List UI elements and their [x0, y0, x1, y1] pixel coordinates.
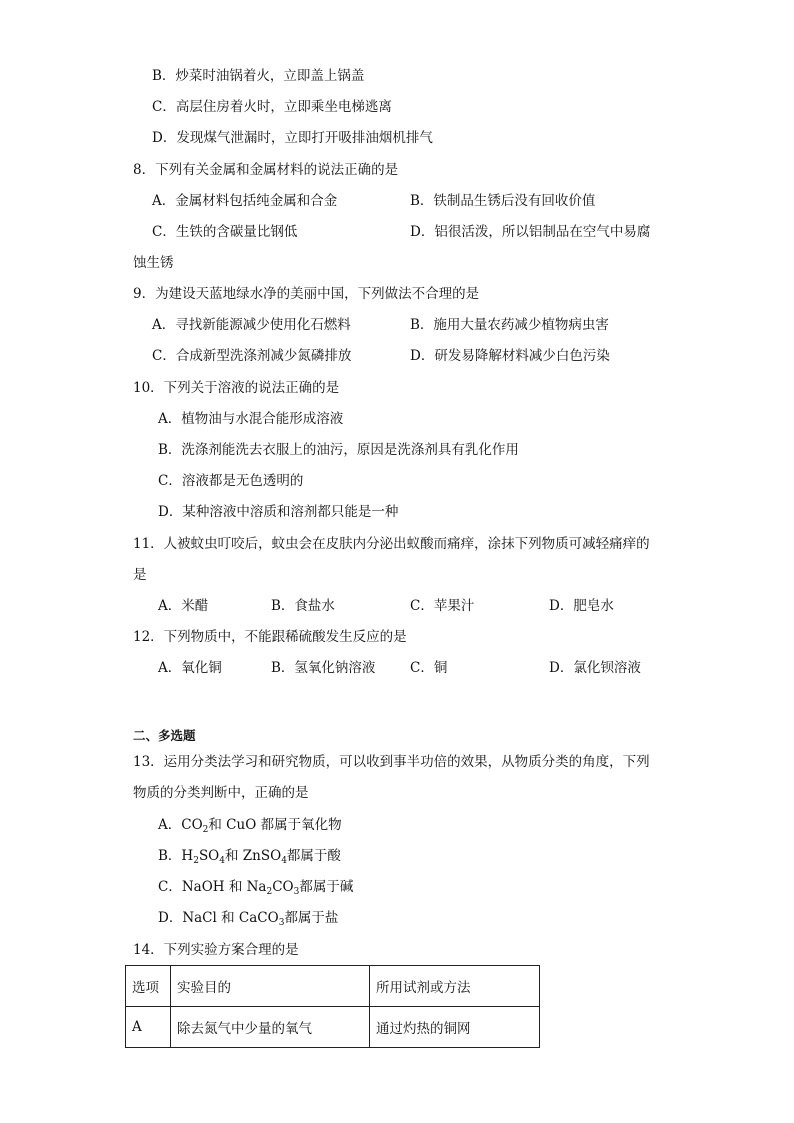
q10-option-c: C．溶液都是无色透明的	[158, 473, 304, 489]
subscript: 2	[202, 825, 209, 835]
q8-option-c: C．生铁的含碳量比钢低	[152, 224, 298, 240]
q13-option-d	[158, 909, 338, 927]
formula-text: SO	[198, 848, 220, 864]
formula-text: 和 CuO 都属于氧化物	[208, 817, 342, 833]
table-cell: 除去氮气中少量的氧气	[171, 1007, 370, 1048]
subscript: 4	[219, 856, 225, 866]
q13-stem: 13．运用分类法学习和研究物质，可以收到事半功倍的效果，从物质分类的角度，下列	[133, 754, 650, 770]
subscript: 2	[193, 856, 199, 866]
formula-text: 都属于酸	[286, 848, 341, 864]
table-row	[126, 1007, 540, 1048]
subscript: 2	[266, 887, 273, 897]
q13-option-a	[158, 816, 342, 834]
experiment-table	[125, 965, 540, 1048]
q11-option-d: D．肥皂水	[549, 598, 614, 614]
q9-stem: 9．为建设天蓝地绿水净的美丽中国，下列做法不合理的是	[133, 286, 480, 302]
q12-option-d: D．氯化钡溶液	[549, 660, 641, 676]
q12-stem: 12．下列物质中，不能跟稀硫酸发生反应的是	[133, 629, 407, 645]
q11-stem: 11．人被蚊虫叮咬后，蚊虫会在皮肤内分泌出蚁酸而痛痒，涂抹下列物质可减轻痛痒的	[133, 536, 650, 552]
q11-option-b: B．食盐水	[271, 598, 335, 614]
q10-option-b: B．洗涤剂能洗去衣服上的油污，原因是洗涤剂具有乳化作用	[158, 442, 519, 458]
q9-option-c: C．合成新型洗涤剂减少氮磷排放	[152, 348, 352, 364]
q8-option-a: A．金属材料包括纯金属和合金	[152, 193, 338, 209]
formula-text: 都属于碱	[299, 879, 354, 895]
q7-option-d: D．发现煤气泄漏时，立即打开吸排油烟机排气	[152, 130, 433, 146]
q11-option-a: A．米醋	[158, 598, 209, 614]
q9-option-b: B．施用大量农药减少植物病虫害	[410, 317, 609, 333]
formula-text: A．CO	[158, 817, 203, 833]
q10-stem: 10．下列关于溶液的说法正确的是	[133, 380, 340, 396]
q12-option-a: A．氧化铜	[158, 660, 222, 676]
q12-option-c: C．铜	[410, 660, 448, 676]
q8-option-d: D．铝很活泼，所以铝制品在空气中易腐	[410, 224, 651, 240]
q11-stem-continued: 是	[133, 567, 147, 583]
q13-stem-continued: 物质的分类判断中，正确的是	[133, 785, 309, 801]
table-header-cell: 实验目的	[171, 966, 370, 1007]
q8-option-b: B．铁制品生锈后没有回收价值	[410, 193, 596, 209]
table-cell: A	[126, 1007, 171, 1048]
subscript: 3	[278, 918, 285, 928]
table-header-cell: 所用试剂或方法	[370, 966, 540, 1007]
table-cell: 通过灼热的铜网	[370, 1007, 540, 1048]
q11-option-c: C．苹果汁	[410, 598, 475, 614]
q8-option-d-continued: 蚀生锈	[133, 255, 174, 271]
q9-option-d: D．研发易降解材料减少白色污染	[410, 348, 610, 364]
table-header-cell: 选项	[126, 966, 171, 1007]
q8-stem: 8．下列有关金属和金属材料的说法正确的是	[133, 162, 399, 178]
subscript: 3	[293, 887, 300, 897]
formula-text: B．H	[158, 848, 194, 864]
section-title: 二、多选题	[133, 728, 196, 743]
q12-option-b: B．氢氧化钠溶液	[271, 660, 376, 676]
q9-option-a: A．寻找新能源减少使用化石燃料	[152, 317, 351, 333]
q10-option-a: A．植物油与水混合能形成溶液	[158, 411, 344, 427]
formula-text: D．NaCl 和 CaCO	[158, 910, 279, 926]
formula-text: C．NaOH 和 Na	[158, 879, 267, 895]
table-header-row	[126, 966, 540, 1007]
q10-option-d: D．某种溶液中溶质和溶剂都只能是一种	[158, 504, 399, 520]
formula-text: 都属于盐	[284, 910, 339, 926]
q14-stem: 14．下列实验方案合理的是	[133, 942, 299, 958]
q13-option-c	[158, 878, 353, 896]
formula-text: CO	[272, 879, 294, 895]
q7-option-b: B．炒菜时油锅着火，立即盖上锅盖	[152, 68, 365, 84]
q7-option-c: C．高层住房着火时，立即乘坐电梯逃离	[152, 99, 392, 115]
subscript: 4	[281, 856, 287, 866]
formula-text: 和 ZnSO	[225, 848, 282, 864]
q13-option-b	[158, 847, 341, 865]
